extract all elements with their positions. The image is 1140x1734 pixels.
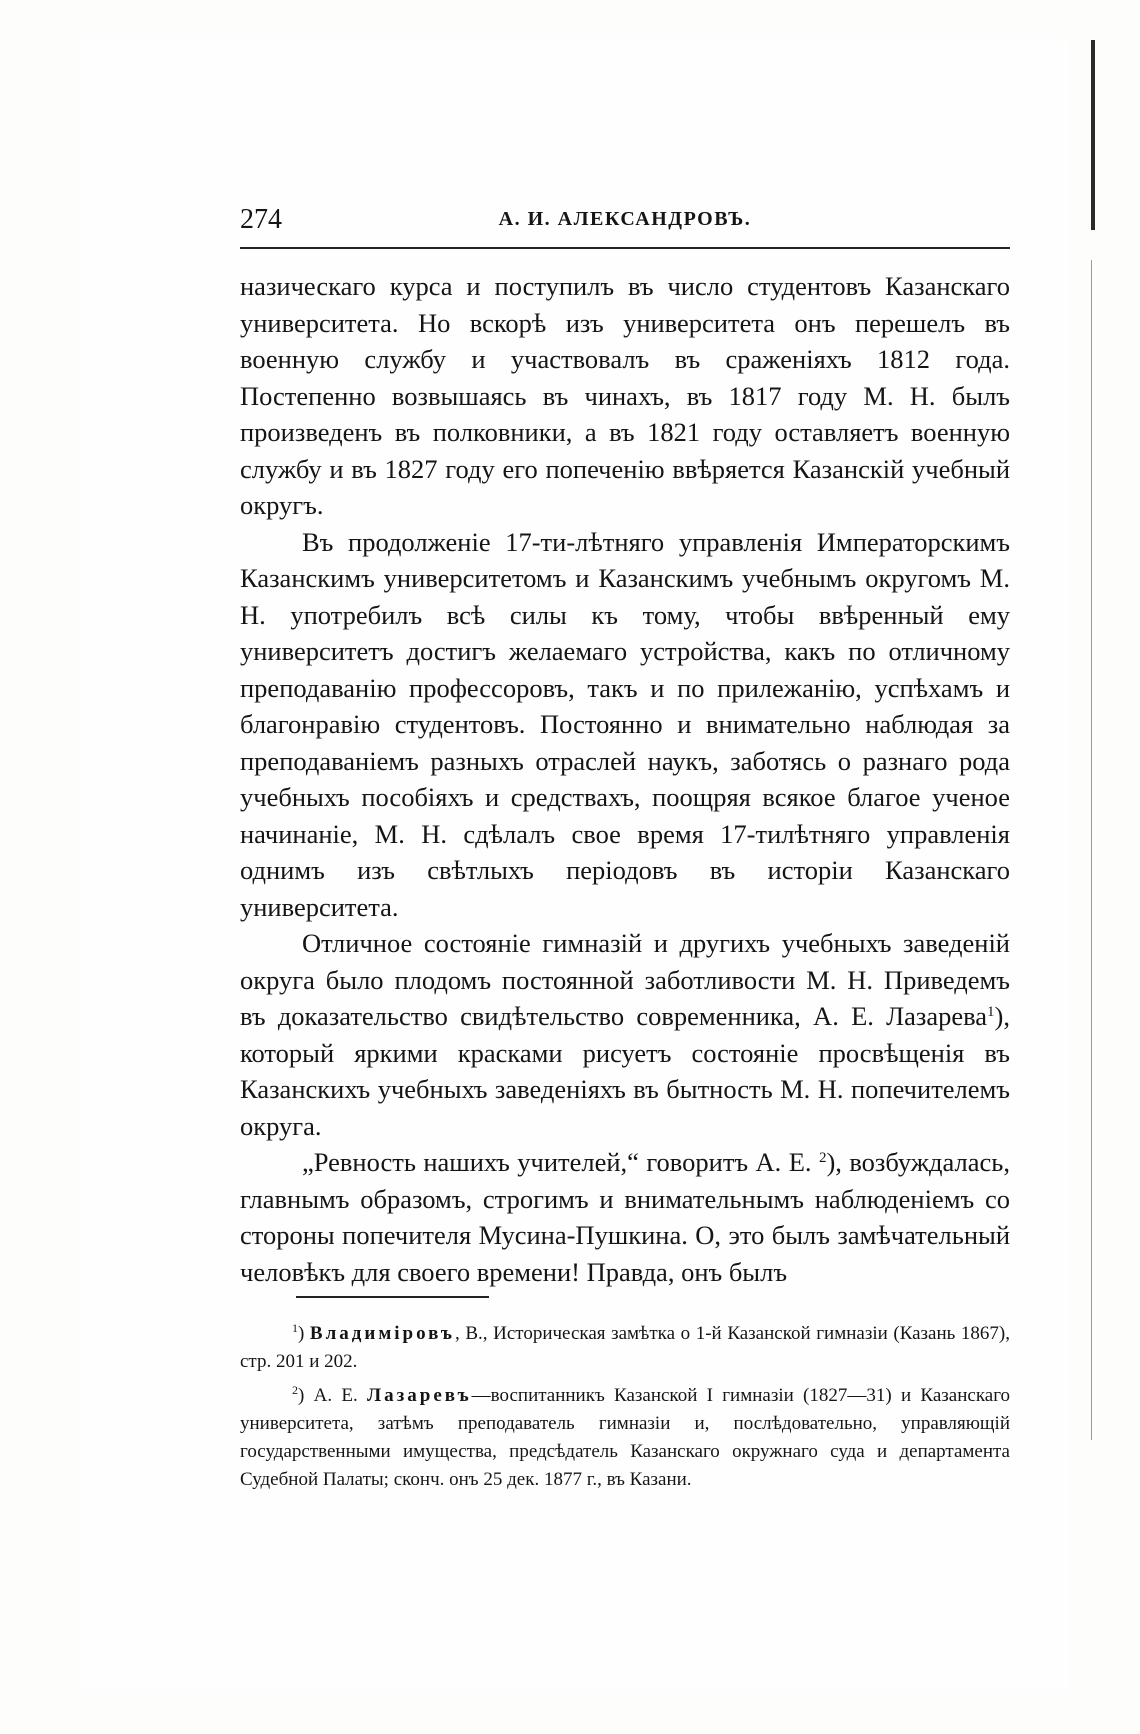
- footnote-ref-1: 1: [987, 1004, 995, 1020]
- footnote-2-initials: А. Е.: [313, 1385, 367, 1406]
- scan-edge-line-thin: [1091, 260, 1092, 1440]
- footnote-2-author: Лазаревъ: [366, 1385, 472, 1406]
- scan-edge-line: [1091, 40, 1095, 230]
- paragraph-3-text-b: ), который яркими красками рисуетъ состояніе просвѣщенія въ Казанскихъ учебныхъ заведеніяхъ въ бытность М. Н. попечителемъ округа.: [240, 1001, 1010, 1141]
- footnote-1-marker: 1: [292, 1321, 298, 1335]
- header-title: А. И. АЛЕКСАНДРОВЪ.: [498, 208, 752, 230]
- footnote-rule: [296, 1296, 489, 1298]
- header-rule: [240, 247, 1010, 249]
- paragraph-4-text-a: „Ревность нашихъ учителей,“ говоритъ А. Е.: [302, 1147, 812, 1177]
- footnote-2-text: —воспитанникъ Казанской I гимназіи (1827—31) и Казанскаго университета, затѣмъ преподаватель гимназіи и, послѣдовательно, управляющій государственными имущества, предсѣдатель Казанскаго окружнаго суда и департамента Судебной Палаты; сконч. онъ 25 дек. 1877 г., въ Казани.: [240, 1385, 1011, 1490]
- footnote-1-text: , В., Историческая замѣтка о 1-й Казанской гимназіи (Казань 1867), стр. 201 и 202.: [240, 1323, 1010, 1372]
- paragraph-1: назическаго курса и поступилъ въ число студентовъ Казанскаго университета. Но вскорѣ изъ университета онъ перешелъ въ военную службу и участвовалъ въ сраженіяхъ 1812 года. Постепенно возвышаясь въ чинахъ, въ 1817 году М. Н. былъ произведенъ въ полковники, а въ 1821 году оставляетъ военную службу и въ 1827 году его попеченію ввѣряется Казанскій учебный округъ.: [240, 271, 1010, 520]
- page-number: 274: [240, 204, 282, 235]
- paragraph-3: [240, 925, 1010, 1144]
- body-text: [240, 268, 1010, 1290]
- paragraph-4: [240, 1144, 1010, 1290]
- footnote-2: $^2$) А. Е. Лазаревъ—воспитанникъ Казанской I гимназіи (1827—31) и Казанскаго университета, затѣмъ преподаватель гимназіи и, послѣдовательно, управляющій государственными имущества, предсѣдатель Казанскаго окружнаго суда и департамента Судебной Палаты; сконч. онъ 25 дек. 1877 г., въ Казани.: [240, 1383, 1011, 1490]
- paragraph-4-text-b: ), возбуждалась, главнымъ образомъ, строгимъ и внимательнымъ наблюденіемъ со стороны попечителя Мусина-Пушкина. О, это былъ замѣчательный человѣкъ для своего времени! Правда, онъ былъ: [240, 1147, 1010, 1287]
- footnote-1: $^1$) Владиміровъ, В., Историческая замѣтка о 1-й Казанской гимназіи (Казань 1867), стр. 201 и 202.: [240, 1321, 1010, 1372]
- footnote-2-marker: 2: [292, 1383, 298, 1397]
- footnotes: [240, 1320, 1010, 1500]
- footnote-1-author: Владиміровъ: [309, 1323, 455, 1344]
- running-head: [240, 202, 1010, 242]
- paragraph-3-text-a: Отличное состояніе гимназій и другихъ учебныхъ заведеній округа было плодомъ постоянной заботливости М. Н. Приведемъ въ доказательство свидѣтельство современника, А. Е. Лазарева: [240, 928, 1010, 1031]
- footnote-ref-2: 2: [818, 1150, 827, 1166]
- paragraph-2: Въ продолженіе 17-ти-лѣтняго управленія Императорскимъ Казанскимъ университетомъ и Казанскимъ учебнымъ округомъ М. Н. употребилъ всѣ силы къ тому, чтобы ввѣренный ему университетъ достигъ желаемаго устройства, какъ по отличному преподаванію профессоровъ, такъ и по прилежанію, успѣхамъ и благонравію студентовъ. Постоянно и внимательно наблюдая за преподаваніемъ разныхъ отраслей наукъ, заботясь о разнаго рода учебныхъ пособіяхъ и средствахъ, поощряя всякое благое ученое начинаніе, М. Н. сдѣлалъ свое время 17-тилѣтняго управленія однимъ изъ свѣтлыхъ періодовъ въ исторіи Казанскаго университета.: [240, 526, 1010, 922]
